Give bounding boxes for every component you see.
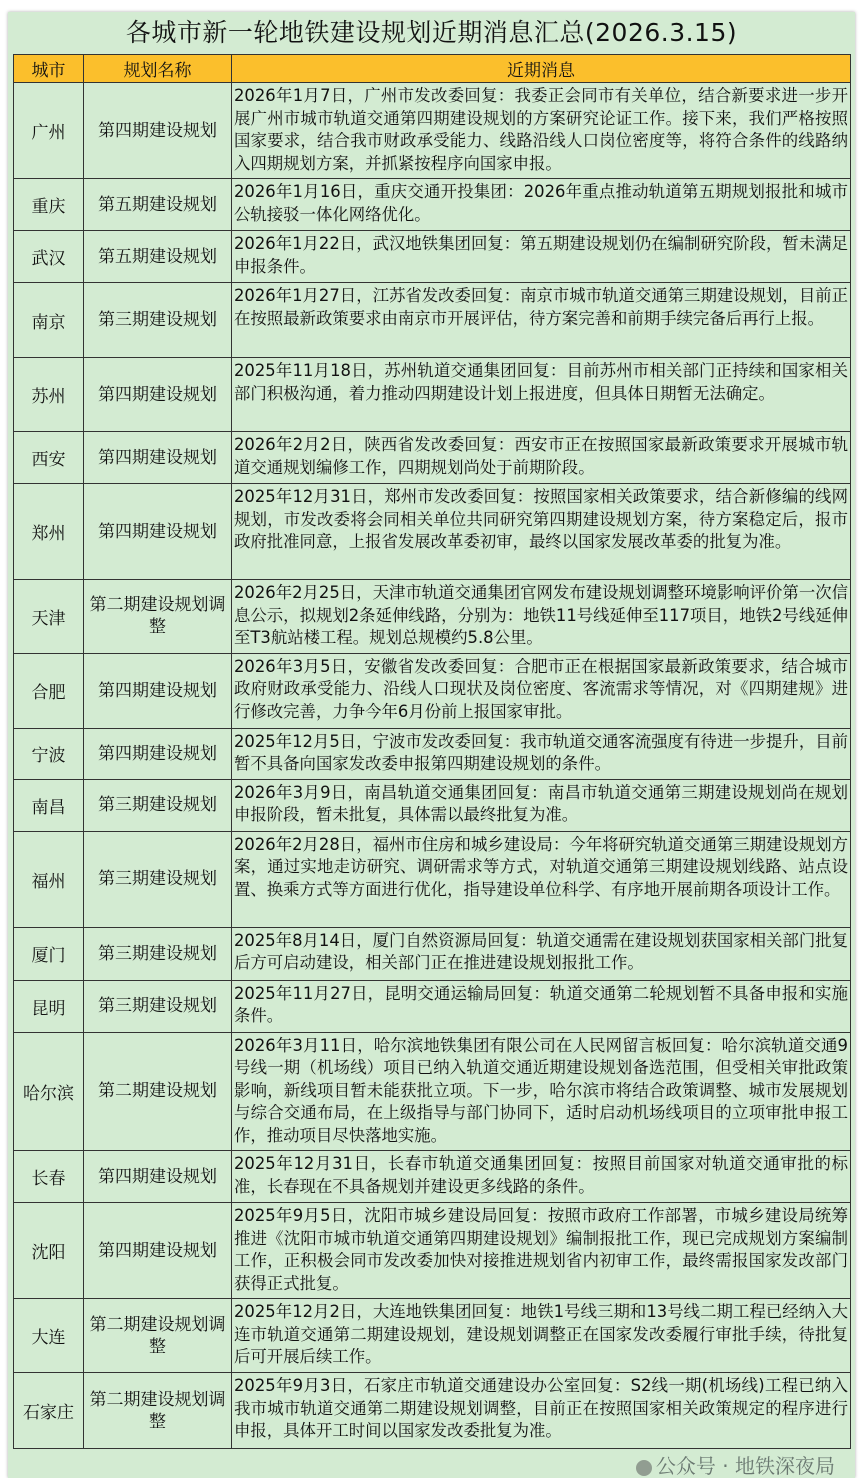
table-row (14, 927, 851, 980)
news-cell: 2025年12月5日，宁波市发改委回复：我市轨道交通客流强度有待进一步提升，目前暂不具备向国家发改委申报第四期建设规划的条件。 (232, 728, 851, 779)
header-city: 城市 (14, 55, 84, 83)
table-row (14, 980, 851, 1032)
table-row (14, 283, 851, 358)
plan-cell: 第四期建设规划 (84, 728, 232, 779)
table-row (14, 484, 851, 580)
table-header-row (14, 55, 851, 83)
table-row (14, 728, 851, 779)
city-cell: 厦门 (14, 927, 84, 980)
city-cell: 福州 (14, 831, 84, 927)
table-row (14, 358, 851, 432)
table-row (14, 179, 851, 231)
table-row (14, 83, 851, 179)
plan-cell: 第四期建设规划 (84, 1203, 232, 1299)
city-cell: 南昌 (14, 779, 84, 831)
wechat-icon (636, 1460, 652, 1476)
city-cell: 石家庄 (14, 1373, 84, 1449)
plan-cell: 第四期建设规划 (84, 653, 232, 728)
plan-cell: 第五期建设规划 (84, 231, 232, 283)
city-cell: 合肥 (14, 653, 84, 728)
news-cell: 2025年11月27日，昆明交通运输局回复：轨道交通第二轮规划暂不具备申报和实施条件。 (232, 980, 851, 1032)
table-row (14, 432, 851, 484)
news-cell: 2025年8月14日，厦门自然资源局回复：轨道交通需在建设规划获国家相关部门批复后方可启动建设，相关部门正在推进建设规划报批工作。 (232, 927, 851, 980)
table-row (14, 831, 851, 927)
city-cell: 昆明 (14, 980, 84, 1032)
city-cell: 天津 (14, 580, 84, 654)
news-cell: 2025年12月31日，郑州市发改委回复：按照国家相关政策要求，结合新修编的线网规划，市发改委将会同相关单位共同研究第四期建设规划方案，待方案稳定后，报市政府批准同意，上报省发展改革委初审，最终以国家发展改革委的批复为准。 (232, 484, 851, 580)
news-cell: 2026年3月9日，南昌轨道交通集团回复：南昌市轨道交通第三期建设规划尚在规划申报阶段，暂未批复，具体需以最终批复为准。 (232, 779, 851, 831)
plan-cell: 第二期建设规划调整 (84, 1373, 232, 1449)
plan-cell: 第三期建设规划 (84, 779, 232, 831)
city-cell: 大连 (14, 1299, 84, 1373)
news-cell: 2025年12月31日，长春市轨道交通集团回复：按照目前国家对轨道交通审批的标准，长春现在不具备规划并建设更多线路的条件。 (232, 1151, 851, 1203)
table-row (14, 1299, 851, 1373)
plan-cell: 第二期建设规划调整 (84, 1299, 232, 1373)
table-row (14, 1151, 851, 1203)
plan-cell: 第二期建设规划 (84, 1032, 232, 1151)
plan-cell: 第四期建设规划 (84, 432, 232, 484)
city-cell: 广州 (14, 83, 84, 179)
summary-sheet (8, 12, 855, 1478)
news-cell: 2025年9月3日，石家庄市轨道交通建设办公室回复：S2线一期(机场线)工程已纳入我市城市轨道交通第二期建设规划调整，目前正在按照国家相关政策规定的程序进行申报，具体开工时间以国家发改委批复为准。 (232, 1373, 851, 1449)
table-row (14, 580, 851, 654)
city-cell: 南京 (14, 283, 84, 358)
city-cell: 武汉 (14, 231, 84, 283)
table-body (14, 83, 851, 1449)
header-news: 近期消息 (232, 55, 851, 83)
news-cell: 2026年3月5日，安徽省发改委回复：合肥市正在根据国家最新政策要求，结合城市政府财政承受能力、沿线人口现状及岗位密度、客流需求等情况，对《四期建规》进行修改完善，力争今年6月份前上报国家审批。 (232, 653, 851, 728)
city-cell: 沈阳 (14, 1203, 84, 1299)
city-cell: 长春 (14, 1151, 84, 1203)
news-cell: 2026年3月11日，哈尔滨地铁集团有限公司在人民网留言板回复：哈尔滨轨道交通9号线一期（机场线）项目已纳入轨道交通近期建设规划备选范围，但受相关审批政策影响，新线项目暂未能获批立项。下一步，哈尔滨市将结合政策调整、城市发展规划与综合交通布局，在上级指导与部门协同下，适时启动机场线项目的立项审批申报工作，推动项目尽快落地实施。 (232, 1032, 851, 1151)
watermark-text: 公众号 · 地铁深夜局 (655, 1454, 835, 1478)
table-row (14, 1203, 851, 1299)
plan-cell: 第四期建设规划 (84, 1151, 232, 1203)
table-row (14, 231, 851, 283)
table-row (14, 1032, 851, 1151)
watermark (636, 1454, 835, 1478)
city-cell: 郑州 (14, 484, 84, 580)
plan-cell: 第五期建设规划 (84, 179, 232, 231)
plan-cell: 第三期建设规划 (84, 927, 232, 980)
plan-cell: 第四期建设规划 (84, 83, 232, 179)
plan-cell: 第三期建设规划 (84, 980, 232, 1032)
page-title: 各城市新一轮地铁建设规划近期消息汇总(2026.3.15) (125, 18, 738, 47)
city-cell: 重庆 (14, 179, 84, 231)
table-row (14, 1373, 851, 1449)
news-cell: 2026年2月25日，天津市轨道交通集团官网发布建设规划调整环境影响评价第一次信息公示，拟规划2条延伸线路，分别为：地铁11号线延伸至117项目，地铁2号线延伸至T3航站楼工程。规划总规模约5.8公里。 (232, 580, 851, 654)
news-cell: 2025年9月5日，沈阳市城乡建设局回复：按照市政府工作部署，市城乡建设局统筹推进《沈阳市城市轨道交通第四期建设规划》编制报批工作，现已完成规划方案编制工作，正积极会同市发改委加快对接推进规划省内初审工作，最终需报国家发改部门获得正式批复。 (232, 1203, 851, 1299)
table-row (14, 653, 851, 728)
city-cell: 苏州 (14, 358, 84, 432)
plan-table (13, 54, 851, 1449)
city-cell: 宁波 (14, 728, 84, 779)
city-cell: 哈尔滨 (14, 1032, 84, 1151)
news-cell: 2026年1月22日，武汉地铁集团回复：第五期建设规划仍在编制研究阶段，暂未满足申报条件。 (232, 231, 851, 283)
plan-cell: 第三期建设规划 (84, 831, 232, 927)
news-cell: 2026年2月2日，陕西省发改委回复：西安市正在按照国家最新政策要求开展城市轨道交通规划编修工作，四期规划尚处于前期阶段。 (232, 432, 851, 484)
news-cell: 2026年1月16日，重庆交通开投集团：2026年重点推动轨道第五期规划报批和城市公轨接驳一体化网络优化。 (232, 179, 851, 231)
table-row (14, 779, 851, 831)
news-cell: 2026年1月27日，江苏省发改委回复：南京市城市轨道交通第三期建设规划，目前正在按照最新政策要求由南京市开展评估，待方案完善和前期手续完备后再行上报。 (232, 283, 851, 358)
plan-cell: 第二期建设规划调整 (84, 580, 232, 654)
news-cell: 2026年2月28日，福州市住房和城乡建设局：今年将研究轨道交通第三期建设规划方案，通过实地走访研究、调研需求等方式，对轨道交通第三期建设规划线路、站点设置、换乘方式等方面进行优化，指导建设单位科学、有序地开展前期各项设计工作。 (232, 831, 851, 927)
news-cell: 2025年12月2日，大连地铁集团回复：地铁1号线三期和13号线二期工程已经纳入大连市轨道交通第二期建设规划，建设规划调整正在国家发改委履行审批手续，待批复后可开展后续工作。 (232, 1299, 851, 1373)
header-plan: 规划名称 (84, 55, 232, 83)
news-cell: 2026年1月7日，广州市发改委回复：我委正会同市有关单位，结合新要求进一步开展广州市城市轨道交通第四期建设规划的方案研究论证工作。接下来，我们严格按照国家要求，结合我市财政承受能力、线路沿线人口岗位密度等，将符合条件的线路纳入四期规划方案，并抓紧按程序向国家申报。 (232, 83, 851, 179)
city-cell: 西安 (14, 432, 84, 484)
plan-cell: 第四期建设规划 (84, 484, 232, 580)
plan-cell: 第三期建设规划 (84, 283, 232, 358)
plan-cell: 第四期建设规划 (84, 358, 232, 432)
news-cell: 2025年11月18日，苏州轨道交通集团回复：目前苏州市相关部门正持续和国家相关部门积极沟通，着力推动四期建设计划上报进度，但具体日期暂无法确定。 (232, 358, 851, 432)
